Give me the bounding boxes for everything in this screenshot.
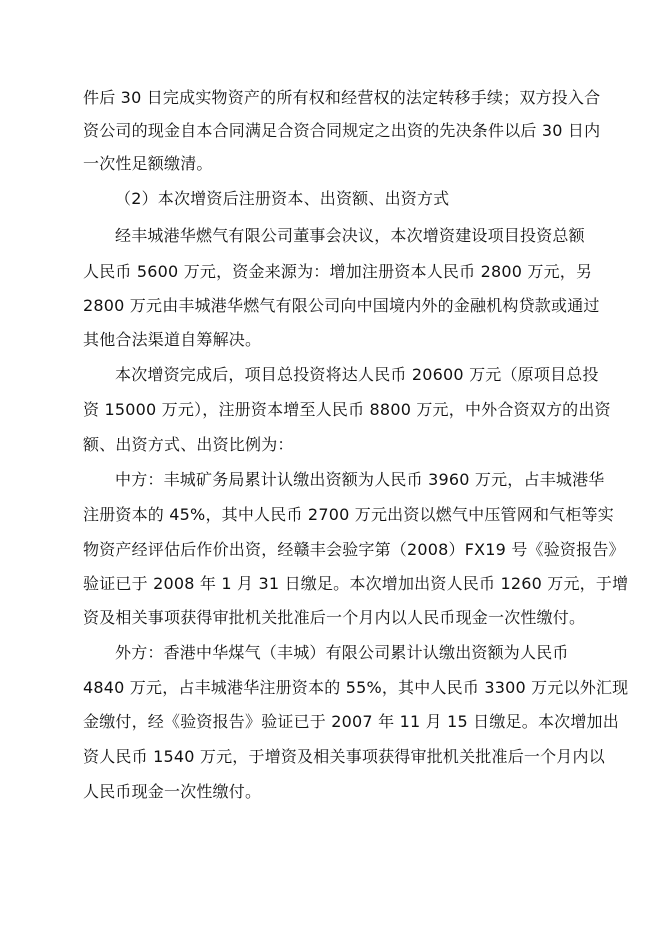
text-line-8: 其他合法渠道自筹解决。 — [83, 330, 262, 349]
text-line-20: 资人民币 1540 万元，于增资及相关事项获得审批机关批准后一个月内以 — [83, 747, 605, 766]
text-line-17: 外方：香港中华煤气（丰城）有限公司累计认缴出资额为人民币 — [115, 643, 569, 662]
text-line-9: 本次增资完成后，项目总投资将达人民币 20600 万元（原项目总投 — [115, 365, 599, 384]
text-line-21: 人民币现金一次性缴付。 — [83, 782, 262, 801]
text-line-1: 件后 30 日完成实物资产的所有权和经营权的法定转移手续；双方投入合 — [83, 88, 601, 107]
text-line-6: 人民币 5600 万元，资金来源为：增加注册资本人民币 2800 万元，另 — [83, 262, 593, 281]
text-line-18: 4840 万元，占丰城港华注册资本的 55%，其中人民币 3300 万元以外汇现 — [83, 678, 629, 697]
text-line-2: 资公司的现金自本合同满足合资合同规定之出资的先决条件以后 30 日内 — [83, 121, 601, 140]
text-line-19: 金缴付，经《验资报告》验证已于 2007 年 11 月 15 日缴足。本次增加出 — [83, 712, 619, 731]
section-heading: （2）本次增资后注册资本、出资额、出资方式 — [115, 189, 450, 208]
text-line-13: 注册资本的 45%，其中人民币 2700 万元出资以燃气中压管网和气柜等实 — [83, 505, 614, 524]
text-line-16: 资及相关事项获得审批机关批准后一个月内以人民币现金一次性缴付。 — [83, 608, 586, 627]
text-line-3: 一次性足额缴清。 — [83, 154, 213, 173]
text-line-14: 物资产经评估后作价出资，经赣丰会验字第（2008）FX19 号《验资报告》 — [83, 540, 625, 559]
text-line-5: 经丰城港华燃气有限公司董事会决议，本次增资建设项目投资总额 — [115, 226, 585, 245]
text-line-10: 资 15000 万元），注册资本增至人民币 8800 万元，中外合资双方的出资 — [83, 400, 611, 419]
text-line-12: 中方：丰城矿务局累计认缴出资额为人民币 3960 万元，占丰城港华 — [115, 470, 605, 489]
text-line-15: 验证已于 2008 年 1 月 31 日缴足。本次增加出资人民币 1260 万元，于增 — [83, 574, 629, 593]
text-line-7: 2800 万元由丰城港华燃气有限公司向中国境内外的金融机构贷款或通过 — [83, 296, 600, 315]
text-line-11: 额、出资方式、出资比例为： — [83, 435, 294, 454]
